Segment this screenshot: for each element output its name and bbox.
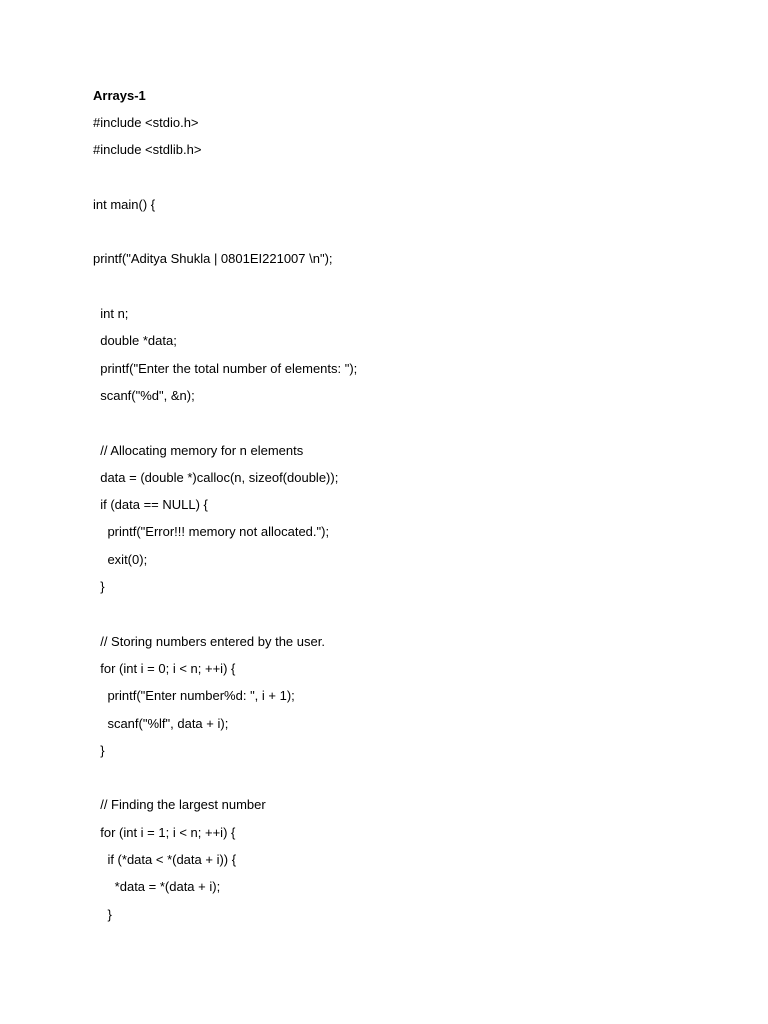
code-line: } bbox=[93, 742, 105, 758]
code-line: // Finding the largest number bbox=[93, 797, 266, 813]
code-line: int n; bbox=[93, 306, 129, 322]
code-line: exit(0); bbox=[93, 551, 148, 567]
code-line: data = (double *)calloc(n, sizeof(double)); bbox=[93, 469, 339, 485]
code-line bbox=[93, 278, 357, 305]
code-line: } bbox=[93, 906, 112, 922]
document-title: Arrays-1 bbox=[93, 88, 146, 103]
code-line: // Allocating memory for n elements bbox=[93, 442, 304, 458]
code-listing bbox=[93, 114, 357, 933]
code-line bbox=[93, 414, 357, 441]
code-line: #include <stdio.h> bbox=[93, 115, 199, 130]
code-line: for (int i = 1; i < n; ++i) { bbox=[93, 824, 236, 840]
code-line bbox=[93, 605, 357, 632]
code-line bbox=[93, 223, 357, 250]
code-line: printf("Aditya Shukla | 0801EI221007 \n"); bbox=[93, 251, 333, 267]
code-line: if (data == NULL) { bbox=[93, 497, 208, 513]
code-line: if (*data < *(data + i)) { bbox=[93, 852, 237, 868]
code-line: scanf("%lf", data + i); bbox=[93, 715, 229, 731]
code-line: for (int i = 0; i < n; ++i) { bbox=[93, 660, 236, 676]
code-line bbox=[93, 169, 357, 196]
code-line: printf("Enter number%d: ", i + 1); bbox=[93, 688, 295, 704]
code-line bbox=[93, 769, 357, 796]
code-line: printf("Enter the total number of elements: "); bbox=[93, 360, 358, 376]
code-line: *data = *(data + i); bbox=[93, 879, 221, 895]
code-line: // Storing numbers entered by the user. bbox=[93, 633, 325, 649]
code-line: #include <stdlib.h> bbox=[93, 142, 202, 158]
code-line: double *data; bbox=[93, 333, 177, 349]
code-line: scanf("%d", &n); bbox=[93, 387, 195, 403]
code-line: } bbox=[93, 579, 105, 595]
code-line: int main() { bbox=[93, 196, 156, 212]
code-line: printf("Error!!! memory not allocated."); bbox=[93, 524, 330, 540]
